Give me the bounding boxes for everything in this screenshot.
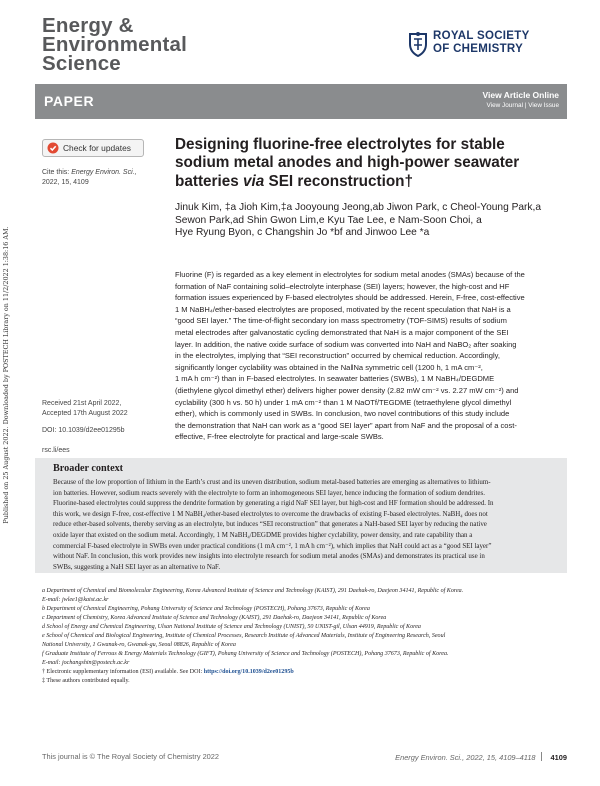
broader-context-box (35, 458, 567, 573)
article-doi[interactable]: DOI: 10.1039/d2ee01295b (42, 427, 125, 434)
view-journal-issue-links[interactable]: View Journal | View Issue (486, 102, 559, 109)
footer-citation: Energy Environ. Sci., 2022, 15, 4109–4118 4109 (395, 753, 567, 762)
view-links (482, 90, 559, 109)
check-updates-icon (47, 142, 59, 154)
article-type-label: PAPER (44, 93, 95, 109)
journal-title-line: Energy & (42, 14, 134, 37)
rsc-crest-icon (407, 31, 429, 57)
journal-title (42, 16, 242, 73)
broader-context-heading: Broader context (53, 463, 124, 474)
received-date: Received 21st April 2022, (42, 400, 122, 407)
accepted-date: Accepted 17th August 2022 (42, 409, 128, 417)
journal-title-line: Environmental (42, 33, 187, 56)
article-dates (42, 399, 162, 418)
rsc-wordmark: ROYAL SOCIETY OF CHEMISTRY (433, 30, 530, 55)
author-line: Hye Ryung Byon, c Changshin Jo *bf and Jinwoo Lee *a (175, 227, 430, 239)
paper-title: Designing fluorine-free electrolytes for stable sodium metal anodes and high-power seawater batteries via SEI reconstruction† (175, 136, 520, 190)
footer-copyright: This journal is © The Royal Society of Chemistry 2022 (42, 752, 220, 761)
rsc-logo[interactable] (407, 27, 567, 63)
journal-site-link[interactable]: rsc.li/ees (42, 447, 70, 454)
esi-doi-link[interactable]: https://doi.org/10.1039/d2ee01295b (203, 669, 294, 676)
download-watermark: Published on 25 August 2022. Downloaded by POSTECH Library on 11/2/2022 1:38:16 AM. (2, 226, 10, 524)
author-line: Jinuk Kim, ‡a Jioh Kim,‡a Jooyoung Jeong,ab Jiwon Park, c Cheol-Young Park,a (175, 202, 542, 213)
article-type-banner (35, 84, 567, 119)
abstract: Fluorine (F) is regarded as a key element in electrolytes for sodium metal anodes (SMAs) because of the formation of NaF containing solid–electrolyte interphase (SEI) layers; however, the high-cost and HF formation issues experienced by F-based electrolytes should be addressed. Herein, F-free, cost-effective 1 M NaBH₄/ether-based electrolytes are proposed, motivated by the recent speculation that NaH is a “good SEI layer.” The time-of-flight secondary ion mass spectrometry (TOF-SIMS) results of sodium metal electrodes after galvanostatic cycling demonstrated that NaH is a major component of the SEI layer. In addition, the native oxide surface of sodium was converted into NaH and NaBO₂ after soaking in the electrolytes, implying that “SEI reconstruction” occurred by chemical reduction. Accordingly, significantly longer cyclability was obtained in the Na‖Na symmetric cell (1200 h, 1 mA cm⁻², 1 mA h cm⁻²) than in F-based electrolytes. In seawater batteries (SWBs), 1 M NaBH₄/DEGDME (diethylene glycol dimethyl ether) delivers higher power density (2.82 mW cm⁻² vs. 2.27 mW cm⁻²) and cyclability (300 h vs. 50 h) under 1 mA cm⁻² than 1 M NaOTf/TEGDME (tetraethylene glycol dimethyl ether), which is commonly used in SWBs. In conclusion, two novel contributions of this study include the demonstration that NaH can work as a “good SEI layer” apart from NaF and the proposal of a cost- effective, F-free electrolyte for practical and large-scale SWBs. (175, 270, 525, 442)
author-list (175, 202, 567, 240)
page-number: 4109 (550, 753, 567, 762)
footer-divider (541, 752, 542, 761)
equal-contribution-note: ‡ These authors contributed equally. (42, 678, 130, 685)
citation-block: Cite this: Energy Environ. Sci., 2022, 15, 4109 (42, 169, 137, 186)
author-line: Sewon Park,ad Shin Gwon Lim,e Kyu Tae Lee, e Nam-Soon Choi, a (175, 214, 482, 226)
affiliations: a Department of Chemical and Biomolecular Engineering, Korea Advanced Institute of Science and Technology (KAIST), 291 Daehak-ro, Daejeon 34141, Republic of Korea. E-mail: jwlee1@kaist.ac.kr b Department of Chemical Engineering, Pohang University of Science and Technology (POSTECH), Pohang 37673, Republic of Korea c Department of Chemistry, Korea Advanced Institute of Science and Technology (KAIST), 291 Daehak-ro, Daejeon 34141, Republic of Korea d School of Energy and Chemical Engineering, Ulsan National Institute of Science and Technology (UNIST), 50 UNIST-gil, Ulsan 44919, Republic of Korea e School of Chemical and Biological Engineering, Institute of Chemical Processes, Research Institute of Advanced Materials, Institute of Engineering Research, Seoul National University, 1 Gwanak-ro, Gwanak-gu, Seoul 08826, Republic of Korea f Graduate Institute of Ferrous & Energy Materials Technology (GIFT), Pohang University of Science and Technology (POSTECH), Pohang 37673, Republic of Korea. E-mail: jochangshin@postech.ac.kr † Electronic supplementary information (ESI) available. See DOI: https://doi.org/10.1039/d2ee01295b ‡ These authors contributed equally. (42, 587, 567, 687)
journal-title-line: Science (42, 52, 121, 75)
broader-context-body: Because of the low proportion of lithium in the Earth’s crust and its uneven distribution, sodium metal-based batteries are emerging as alternatives to lithium- ion batteries. However, sodium reacts severely with the electrolyte to form an inhomogeneous SEI layer, hence inducing the formation of sodium dendrites. Fluorine-based electrolytes could suppress the dendrite formation by generating a rigid NaF SEI layer, but high-cost and HF formation should be addressed. In this work, we design F-free, cost-effective 1 M NaBH₄/ether-based electrolytes to overcome the drawbacks of existing F-based electrolytes. NaBH₄ does not reduce ether-based solvents, thereby serving as an electrolyte, but induces “SEI reconstruction” that generates a NaH-based SEI layer by reducing the native oxide layer that existed on the sodium metal. Accordingly, 1 M NaBH₄/DEGDME provides higher cyclability, power density, and rate capability than a commercial F-based electrolyte in SWBs even under practical conditions (1 mA cm⁻², 1 mA h cm⁻²), which implies that NaH could act as a “good SEI layer” without NaF. In conclusion, this work provides new insights into electrolyte research for sodium metal anodes (SMAs) and demonstrates its practical use in SWBs, suggesting a NaH SEI layer as an alternative to NaF. (53, 478, 494, 571)
view-article-online-link[interactable]: View Article Online (482, 90, 559, 100)
check-for-updates-label: Check for updates (63, 143, 131, 153)
check-for-updates-button[interactable] (42, 139, 144, 157)
esi-note: † Electronic supplementary information (ESI) available. See DOI: https://doi.org/10.1039/d2ee01295b (42, 669, 294, 676)
